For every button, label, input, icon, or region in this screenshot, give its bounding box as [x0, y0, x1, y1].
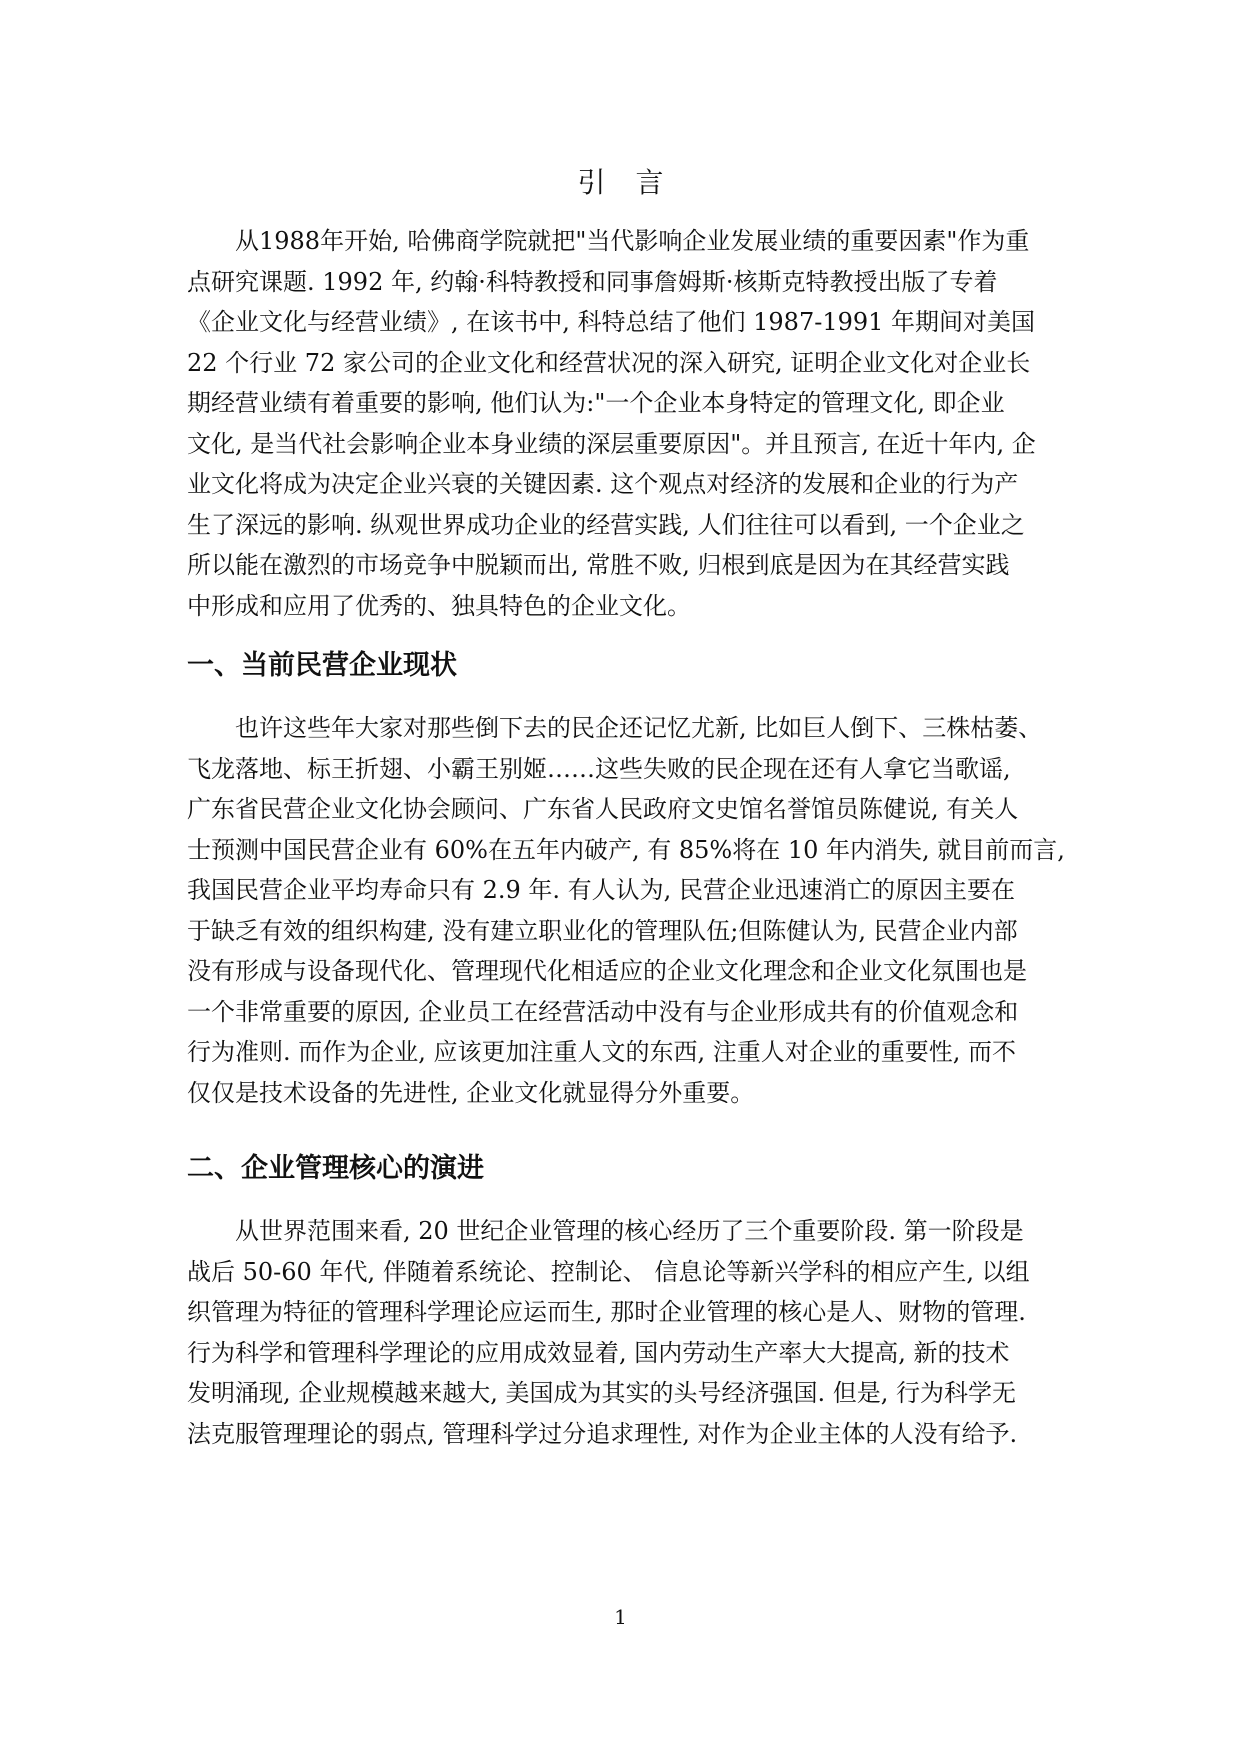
paragraph-line: 期经营业绩有着重要的影响, 他们认为:"一个企业本身特定的管理文化, 即企业 [187, 389, 1005, 417]
section-current-status-paragraph [187, 708, 1065, 1113]
section-heading-current-status: 一、当前民营企业现状 [187, 650, 457, 681]
paragraph-line: 于缺乏有效的组织构建, 没有建立职业化的管理队伍;但陈健认为, 民营企业内部 [187, 916, 1018, 945]
paragraph-line: 织管理为特征的管理科学理论应运而生, 那时企业管理的核心是人、财物的管理. [187, 1298, 1026, 1326]
paragraph-line: 行为科学和管理科学理论的应用成效显着, 国内劳动生产率大大提高, 新的技术 [187, 1338, 1010, 1367]
paragraph-line: 法克服管理理论的弱点, 管理科学过分追求理性, 对作为企业主体的人没有给予. [187, 1419, 1018, 1448]
paragraph-line: 生了深远的影响. 纵观世界成功企业的经营实践, 人们往往可以看到, 一个企业之 [187, 510, 1025, 539]
paragraph-line: 仅仅是技术设备的先进性, 企业文化就显得分外重要。 [187, 1078, 755, 1107]
intro-paragraph [187, 221, 1036, 626]
paragraph-line: 没有形成与设备现代化、管理现代化相适应的企业文化理念和企业文化氛围也是 [187, 957, 1027, 985]
page-number: 1 [614, 1605, 627, 1629]
paragraph-line: 发明涌现, 企业规模越来越大, 美国成为其实的头号经济强国. 但是, 行为科学无 [187, 1379, 1017, 1407]
paragraph-line: 行为准则. 而作为企业, 应该更加注重人文的东西, 注重人对企业的重要性, 而不 [187, 1038, 1017, 1066]
paragraph-line: 也许这些年大家对那些倒下去的民企还记忆尤新, 比如巨人倒下、三株枯萎、 [235, 714, 1043, 742]
section-management-evolution-paragraph [187, 1211, 1030, 1454]
paragraph-line: 点研究课题. 1992 年, 约翰·科特教授和同事詹姆斯·核斯克特教授出版了专着 [187, 267, 998, 296]
paragraph-line: 战后 50-60 年代, 伴随着系统论、控制论、 信息论等新兴学科的相应产生, 以组 [187, 1257, 1030, 1286]
paragraph-line: 广东省民营企业文化协会顾问、广东省人民政府文史馆名誉馆员陈健说, 有关人 [187, 795, 1019, 823]
paragraph-line: 业文化将成为决定企业兴衰的关键因素. 这个观点对经济的发展和企业的行为产 [187, 470, 1019, 498]
section-heading-management-evolution: 二、企业管理核心的演进 [187, 1153, 484, 1184]
paragraph-line: 《企业文化与经营业绩》, 在该书中, 科特总结了他们 1987-1991 年期间对美国 [187, 308, 1036, 336]
paragraph-line: 文化, 是当代社会影响企业本身业绩的深层重要原因"。并且预言, 在近十年内, 企 [187, 429, 1036, 458]
paragraph-line: 士预测中国民营企业有 60%在五年内破产, 有 85%将在 10 年内消失, 就目前而言, [187, 835, 1065, 864]
paragraph-line: 我国民营企业平均寿命只有 2.9 年. 有人认为, 民营企业迅速消亡的原因主要在 [187, 876, 1015, 904]
paragraph-line: 一个非常重要的原因, 企业员工在经营活动中没有与企业形成共有的价值观念和 [187, 997, 1019, 1026]
paragraph-line: 所以能在激烈的市场竞争中脱颖而出, 常胜不败, 归根到底是因为在其经营实践 [187, 551, 1010, 579]
page-title: 引言 [577, 166, 694, 199]
paragraph-line: 从世界范围来看, 20 世纪企业管理的核心经历了三个重要阶段. 第一阶段是 [235, 1217, 1024, 1245]
paragraph-line: 从1988年开始, 哈佛商学院就把"当代影响企业发展业绩的重要因素"作为重 [235, 227, 1030, 255]
paragraph-line: 中形成和应用了优秀的、独具特色的企业文化。 [187, 591, 691, 620]
paragraph-line: 22 个行业 72 家公司的企业文化和经营状况的深入研究, 证明企业文化对企业长 [187, 348, 1031, 377]
paragraph-line: 飞龙落地、标王折翅、小霸王别姬……这些失败的民企现在还有人拿它当歌谣, [187, 754, 1011, 783]
